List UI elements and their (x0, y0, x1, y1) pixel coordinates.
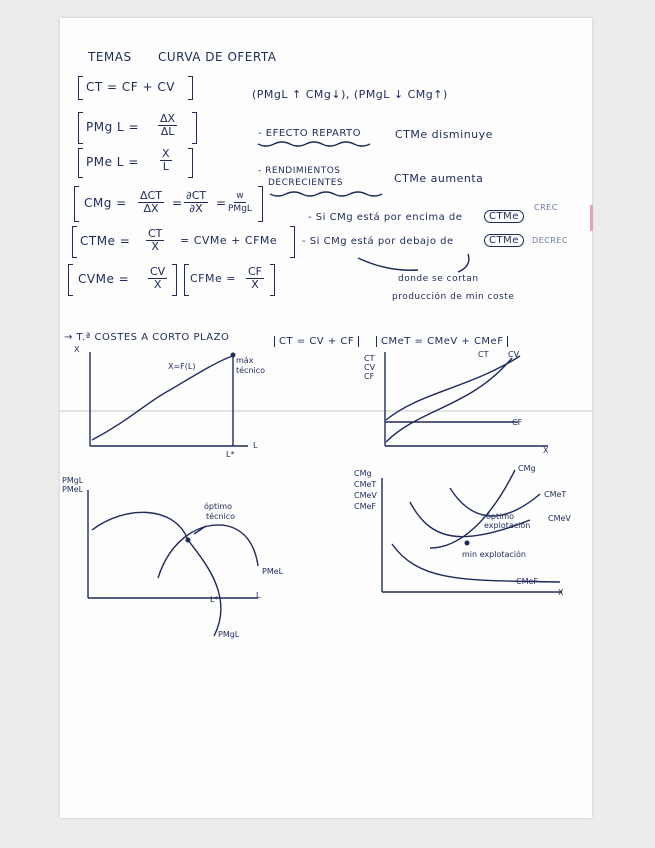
formula-ctme-lhs: CTMe = (80, 234, 131, 248)
formula-ctme-fraction: $\frac{CT}{X}$ (148, 227, 163, 253)
note-decrecientes: DECRECIENTES (268, 178, 344, 188)
formula-pmel-lhs: PMe L = (86, 155, 139, 169)
note-si-encima: - Si CMg está por encima de (308, 212, 463, 223)
g3-tecnico-label: técnico (206, 512, 236, 521)
formula-cvme-lhs: CVMe = (78, 272, 130, 286)
g1-curve-label: X=F(L) (168, 362, 196, 371)
formula-ctme-rhs: = CVMe + CFMe (180, 234, 278, 247)
g2-x-label: X (543, 446, 549, 455)
note-relation: (PMgL ↑ CMg↓), (PMgL ↓ CMg↑) (252, 88, 448, 101)
g3-x-label: L (256, 591, 261, 600)
formula-cfme-lhs: CFMe = (190, 272, 236, 285)
g1-tecnico-label: técnico (236, 366, 266, 375)
note-donde-cortan: donde se cortan (398, 274, 479, 284)
section-heading: → T.ª COSTES A CORTO PLAZO (64, 332, 230, 343)
g3-pmel-curve (158, 525, 258, 578)
g4-cmet-label: CMeT (544, 490, 567, 499)
note-decrec: DECREC (532, 236, 568, 245)
formula-pmgl-fraction: $\frac{\Delta X}{\Delta L}$ (160, 112, 176, 138)
g4-cmef-label: CMeF (516, 577, 539, 586)
note-produccion-min-coste: producción de min coste (392, 292, 515, 302)
g4-cmev-label: CMeV (548, 514, 571, 523)
g2-ct-label: CT (478, 350, 489, 359)
g3-optimo-label: óptimo (204, 502, 233, 511)
formula-cmg-eq: = (172, 196, 183, 210)
g4-explotacion-label: explotación (484, 521, 531, 530)
g4-x-label: X (558, 588, 564, 597)
note-rendimientos: - RENDIMIENTOS (258, 166, 341, 176)
ct-box: CT = CV + CF (274, 336, 359, 347)
g3-pmgl-label: PMgL (218, 630, 240, 639)
formula-pmgl-lhs: PMg L = (86, 120, 140, 134)
g1-x-label: L (253, 441, 258, 450)
g2-ct-curve (386, 356, 520, 420)
g2-cv-label: CV (508, 350, 520, 359)
formula-cmg-lhs: CMg = (84, 196, 127, 210)
g1-y-label: X (74, 345, 80, 354)
g4-optimo-label: óptimo (486, 512, 515, 521)
note-ctme-disminuye: CTMe disminuye (395, 128, 493, 141)
note-efecto-reparto: - EFECTO REPARTO (258, 128, 362, 139)
note-crec: CREC (534, 203, 558, 212)
g4-min-label: min explotación (462, 550, 526, 559)
formula-cmg-frac1: ΔCT ΔX (140, 189, 162, 215)
decrecientes-underline (270, 192, 382, 196)
ctme-circle-2: CTMe (484, 234, 524, 247)
g4-min-point (465, 541, 470, 546)
note-ctme-aumenta: CTMe aumenta (394, 172, 484, 185)
note-si-debajo: - Si CMg está por debajo de (302, 236, 454, 247)
formula-cmg-frac2: $\frac{\partial CT}{\partial X}$ (186, 189, 207, 215)
g3-optimo-point (186, 538, 191, 543)
g1-max-label: máx (236, 356, 254, 365)
g3-pmgl-curve (92, 512, 221, 636)
formula-cfme-fraction: $\frac{CF}{X}$ (248, 265, 263, 291)
formula-cmg-frac3: w PMgL (228, 191, 252, 214)
title-temas: TEMAS (88, 50, 132, 64)
g4-cmg-label: CMg (518, 464, 536, 473)
g1-lstar-label: L* (226, 450, 235, 459)
g1-max-point (231, 353, 236, 358)
ctme-circle-1: CTMe (484, 210, 524, 223)
title-curva-oferta: CURVA DE OFERTA (158, 50, 277, 64)
g1-production-curve (92, 356, 233, 440)
cmet-box: CMeT = CMeV + CMeF (376, 336, 508, 347)
g3-lstar-label: L* (210, 595, 219, 604)
g2-y-label: CT CV CF (364, 354, 376, 381)
formula-pmel-fraction: $\frac{X}{L}$ (162, 147, 170, 173)
connector-line (358, 258, 418, 270)
formula-cvme-fraction: $\frac{CV}{X}$ (150, 265, 166, 291)
g4-y-label: CMg CMeT CMeV CMeF (354, 469, 377, 511)
formula-ct: CT = CF + CV (86, 80, 175, 94)
g3-y-label: PMgL PMeL (62, 476, 84, 494)
efecto-underline (258, 142, 370, 146)
connector-line (458, 254, 469, 272)
g3-pmel-label: PMeL (262, 567, 284, 576)
g2-cf-label: CF (512, 418, 523, 427)
formula-cmg-eq2: = (216, 196, 227, 210)
